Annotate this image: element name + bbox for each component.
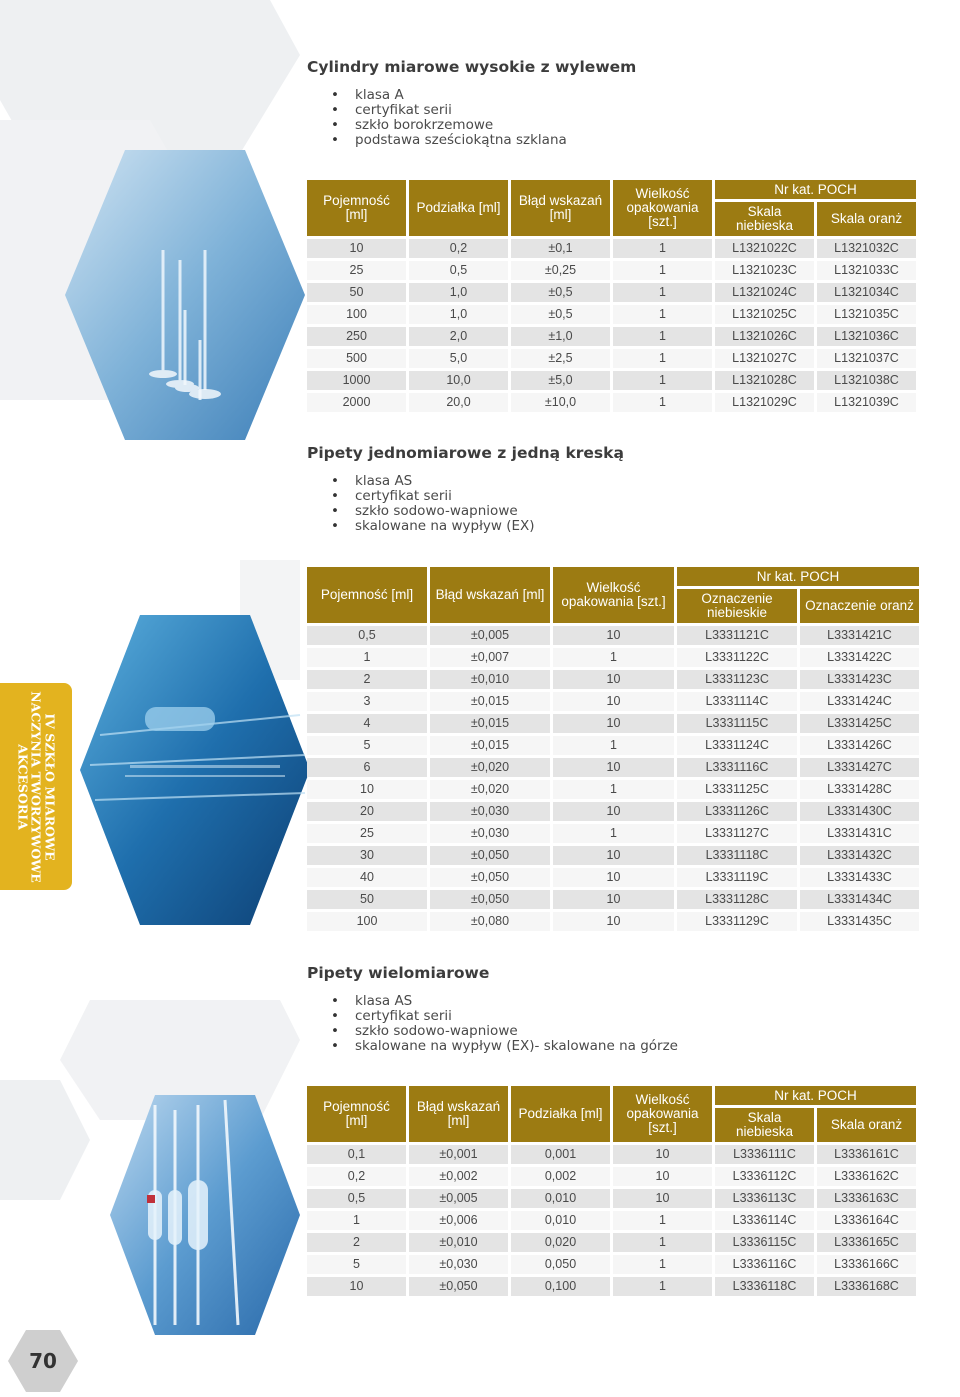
table-cell: L1321038C bbox=[817, 371, 916, 390]
table-row bbox=[307, 1277, 916, 1296]
feature-list bbox=[307, 994, 919, 1054]
table-cell: 1 bbox=[613, 349, 712, 368]
feature-item: • skalowane na wypływ (EX)- skalowane na górze bbox=[307, 1039, 919, 1054]
table-row bbox=[307, 393, 916, 412]
header-catalog-number: Nr kat. POCH bbox=[715, 180, 916, 199]
table-cell: 10 bbox=[553, 626, 674, 645]
table-row bbox=[307, 283, 916, 302]
section-volumetric-pipettes bbox=[307, 444, 919, 534]
table-cell: L3336163C bbox=[817, 1189, 916, 1208]
table-row bbox=[307, 1255, 916, 1274]
table-cell: 1 bbox=[553, 648, 674, 667]
table-cell: L3336161C bbox=[817, 1145, 916, 1164]
table-cell: ±0,005 bbox=[409, 1189, 508, 1208]
feature-item: • klasa AS bbox=[307, 474, 919, 489]
table-cell: L3331421C bbox=[800, 626, 919, 645]
table-cell: 500 bbox=[307, 349, 406, 368]
table-cell: 5 bbox=[307, 1255, 406, 1274]
table-cell: 2 bbox=[307, 1233, 406, 1252]
table-cell: L3331123C bbox=[677, 670, 797, 689]
feature-list bbox=[307, 88, 919, 148]
table-cell: 4 bbox=[307, 714, 427, 733]
table-cell: 10 bbox=[553, 714, 674, 733]
table-cell: ±2,5 bbox=[511, 349, 610, 368]
table-cell: L3331431C bbox=[800, 824, 919, 843]
table-cell: 10 bbox=[307, 239, 406, 258]
table-cell: ±0,007 bbox=[430, 648, 550, 667]
header-graduation: Podziałka [ml] bbox=[409, 180, 508, 236]
table-row bbox=[307, 1189, 916, 1208]
table-cell: L3331423C bbox=[800, 670, 919, 689]
table-cell: L3336113C bbox=[715, 1189, 814, 1208]
table-cell: L1321036C bbox=[817, 327, 916, 346]
table-cell: 0,2 bbox=[409, 239, 508, 258]
table-cell: ±1,0 bbox=[511, 327, 610, 346]
table-cell: ±0,002 bbox=[409, 1167, 508, 1186]
table-cell: ±0,015 bbox=[430, 714, 550, 733]
table-cell: 0,2 bbox=[307, 1167, 406, 1186]
table-cell: ±0,050 bbox=[430, 868, 550, 887]
table-cell: L3331433C bbox=[800, 868, 919, 887]
cylinders-table bbox=[304, 177, 919, 415]
table-cell: L3336162C bbox=[817, 1167, 916, 1186]
table-cell: 10 bbox=[613, 1167, 712, 1186]
table-row bbox=[307, 758, 919, 777]
table-row bbox=[307, 1145, 916, 1164]
table-cell: L3331432C bbox=[800, 846, 919, 865]
table-cell: ±0,050 bbox=[430, 890, 550, 909]
table-cell: 100 bbox=[307, 305, 406, 324]
side-tab-line-2: NACZYNIA TWORZYWOWE bbox=[28, 690, 44, 883]
table-cell: 0,001 bbox=[511, 1145, 610, 1164]
table-cell: L1321035C bbox=[817, 305, 916, 324]
table-cell: 1,0 bbox=[409, 283, 508, 302]
table-row bbox=[307, 626, 919, 645]
table-cell: L3331114C bbox=[677, 692, 797, 711]
header-capacity: Pojemność [ml] bbox=[307, 567, 427, 623]
header-pack-size: Wielkość opakowania [szt.] bbox=[613, 1086, 712, 1142]
table-cell: ±10,0 bbox=[511, 393, 610, 412]
volumetric-pipettes-table bbox=[304, 564, 922, 934]
table-row bbox=[307, 1233, 916, 1252]
table-cell: L3331430C bbox=[800, 802, 919, 821]
table-cell: L3331125C bbox=[677, 780, 797, 799]
table-cell: L3336112C bbox=[715, 1167, 814, 1186]
table-row bbox=[307, 824, 919, 843]
table-cell: L1321025C bbox=[715, 305, 814, 324]
table-cell: ±0,010 bbox=[409, 1233, 508, 1252]
table-row bbox=[307, 261, 916, 280]
table-row bbox=[307, 1211, 916, 1230]
table-cell: L1321028C bbox=[715, 371, 814, 390]
header-mark-orange: Oznaczenie oranż bbox=[800, 589, 919, 623]
table-cell: 0,010 bbox=[511, 1211, 610, 1230]
table-cell: 3 bbox=[307, 692, 427, 711]
table-row bbox=[307, 1167, 916, 1186]
table-cell: 1 bbox=[613, 239, 712, 258]
table-cell: L3331427C bbox=[800, 758, 919, 777]
table-cell: 1 bbox=[613, 1211, 712, 1230]
table-cell: L1321026C bbox=[715, 327, 814, 346]
header-error: Błąd wskazań [ml] bbox=[409, 1086, 508, 1142]
table-cell: 1,0 bbox=[409, 305, 508, 324]
table-cell: 2 bbox=[307, 670, 427, 689]
table-cell: 0,1 bbox=[307, 1145, 406, 1164]
table-cell: L3336166C bbox=[817, 1255, 916, 1274]
table-cell: L1321034C bbox=[817, 283, 916, 302]
table-cell: 25 bbox=[307, 261, 406, 280]
table-cell: 1 bbox=[553, 780, 674, 799]
table-cell: 20 bbox=[307, 802, 427, 821]
feature-item: • certyfikat serii bbox=[307, 489, 919, 504]
table-cell: 0,5 bbox=[307, 1189, 406, 1208]
table-cell: 10 bbox=[553, 670, 674, 689]
feature-item: • klasa AS bbox=[307, 994, 919, 1009]
header-error: Błąd wskazań [ml] bbox=[430, 567, 550, 623]
table-cell: 30 bbox=[307, 846, 427, 865]
feature-item: • certyfikat serii bbox=[307, 103, 919, 118]
table-cell: L3331435C bbox=[800, 912, 919, 931]
table-cell: 2000 bbox=[307, 393, 406, 412]
table-cell: L3331118C bbox=[677, 846, 797, 865]
table-row bbox=[307, 802, 919, 821]
table-cell: L3336111C bbox=[715, 1145, 814, 1164]
page-number-badge bbox=[8, 1330, 78, 1392]
table-cell: ±0,5 bbox=[511, 305, 610, 324]
header-mark-blue: Oznaczenie niebieskie bbox=[677, 589, 797, 623]
table-cell: L1321027C bbox=[715, 349, 814, 368]
table-row bbox=[307, 349, 916, 368]
table-cell: L3336114C bbox=[715, 1211, 814, 1230]
table-cell: 10 bbox=[307, 1277, 406, 1296]
table-body bbox=[307, 1145, 916, 1296]
table-cell: 1 bbox=[613, 327, 712, 346]
table-cell: ±0,030 bbox=[409, 1255, 508, 1274]
table-cell: L1321022C bbox=[715, 239, 814, 258]
header-catalog-number: Nr kat. POCH bbox=[715, 1086, 916, 1105]
table-cell: 0,002 bbox=[511, 1167, 610, 1186]
header-capacity: Pojemność [ml] bbox=[307, 1086, 406, 1142]
table-cell: ±0,030 bbox=[430, 824, 550, 843]
table-cell: ±0,015 bbox=[430, 736, 550, 755]
header-graduation: Podziałka [ml] bbox=[511, 1086, 610, 1142]
table-cell: 10 bbox=[553, 692, 674, 711]
table-cell: L1321029C bbox=[715, 393, 814, 412]
table-cell: 1000 bbox=[307, 371, 406, 390]
table-cell: ±0,020 bbox=[430, 780, 550, 799]
table-row bbox=[307, 371, 916, 390]
header-capacity: Pojemność [ml] bbox=[307, 180, 406, 236]
table-cell: ±5,0 bbox=[511, 371, 610, 390]
table-cell: L3331422C bbox=[800, 648, 919, 667]
table-cell: 10 bbox=[553, 802, 674, 821]
feature-list bbox=[307, 474, 919, 534]
table-row bbox=[307, 692, 919, 711]
table-cell: L1321039C bbox=[817, 393, 916, 412]
table-cell: 1 bbox=[613, 1277, 712, 1296]
table-cell: L3331426C bbox=[800, 736, 919, 755]
table-cell: 1 bbox=[553, 824, 674, 843]
table-cell: L3331115C bbox=[677, 714, 797, 733]
table-cell: 10 bbox=[553, 868, 674, 887]
feature-item: • szkło sodowo-wapniowe bbox=[307, 1024, 919, 1039]
table-cell: 1 bbox=[613, 1255, 712, 1274]
table-cell: L3331428C bbox=[800, 780, 919, 799]
table-cell: 10 bbox=[307, 780, 427, 799]
table-cell: L1321032C bbox=[817, 239, 916, 258]
table-cell: ±0,006 bbox=[409, 1211, 508, 1230]
table-row bbox=[307, 714, 919, 733]
table-row bbox=[307, 868, 919, 887]
table-cell: 1 bbox=[613, 305, 712, 324]
table-cell: 0,5 bbox=[307, 626, 427, 645]
section-title: Pipety wielomiarowe bbox=[307, 964, 490, 982]
table-cell: L3331121C bbox=[677, 626, 797, 645]
feature-item: • certyfikat serii bbox=[307, 1009, 919, 1024]
table-cell: 10 bbox=[553, 890, 674, 909]
table-cell: ±0,25 bbox=[511, 261, 610, 280]
table-row bbox=[307, 305, 916, 324]
table-cell: L3331425C bbox=[800, 714, 919, 733]
table-row bbox=[307, 780, 919, 799]
table-cell: 1 bbox=[307, 648, 427, 667]
section-graduated-pipettes bbox=[307, 964, 919, 1054]
side-tab-line-1: IV SZKŁO MIAROWE bbox=[42, 712, 58, 861]
table-cell: 1 bbox=[307, 1211, 406, 1230]
table-body bbox=[307, 239, 916, 412]
table-body bbox=[307, 626, 919, 931]
section-title: Cylindry miarowe wysokie z wylewem bbox=[307, 58, 637, 76]
table-cell: 1 bbox=[613, 1233, 712, 1252]
table-cell: ±0,080 bbox=[430, 912, 550, 931]
table-cell: 20,0 bbox=[409, 393, 508, 412]
table-cell: 100 bbox=[307, 912, 427, 931]
table-cell: 0,5 bbox=[409, 261, 508, 280]
graduated-pipettes-photo bbox=[100, 1095, 300, 1335]
graduated-pipettes-table bbox=[304, 1083, 919, 1299]
table-cell: ±0,005 bbox=[430, 626, 550, 645]
table-cell: 1 bbox=[613, 371, 712, 390]
table-cell: 6 bbox=[307, 758, 427, 777]
table-cell: ±0,1 bbox=[511, 239, 610, 258]
table-cell: L1321024C bbox=[715, 283, 814, 302]
table-cell: 0,020 bbox=[511, 1233, 610, 1252]
table-row bbox=[307, 846, 919, 865]
table-cell: L3331116C bbox=[677, 758, 797, 777]
table-cell: 0,100 bbox=[511, 1277, 610, 1296]
table-cell: L3331127C bbox=[677, 824, 797, 843]
table-row bbox=[307, 648, 919, 667]
table-cell: 10 bbox=[553, 846, 674, 865]
table-cell: 10 bbox=[553, 758, 674, 777]
table-cell: 1 bbox=[613, 261, 712, 280]
table-cell: 1 bbox=[613, 283, 712, 302]
table-cell: L3336118C bbox=[715, 1277, 814, 1296]
table-cell: L3331129C bbox=[677, 912, 797, 931]
feature-item: • podstawa sześciokątna szklana bbox=[307, 133, 919, 148]
table-cell: L1321023C bbox=[715, 261, 814, 280]
table-cell: L3331424C bbox=[800, 692, 919, 711]
feature-item: • skalowane na wypływ (EX) bbox=[307, 519, 919, 534]
table-cell: L3336164C bbox=[817, 1211, 916, 1230]
header-scale-blue: Skala niebieska bbox=[715, 1108, 814, 1142]
table-cell: 0,050 bbox=[511, 1255, 610, 1274]
table-cell: 1 bbox=[553, 736, 674, 755]
table-row bbox=[307, 239, 916, 258]
table-cell: L3331119C bbox=[677, 868, 797, 887]
table-row bbox=[307, 912, 919, 931]
header-error: Błąd wskazań [ml] bbox=[511, 180, 610, 236]
feature-item: • szkło borokrzemowe bbox=[307, 118, 919, 133]
table-cell: ±0,020 bbox=[430, 758, 550, 777]
header-scale-blue: Skala niebieska bbox=[715, 202, 814, 236]
table-cell: L3336165C bbox=[817, 1233, 916, 1252]
table-row bbox=[307, 736, 919, 755]
volumetric-pipettes-photo bbox=[70, 615, 310, 925]
table-cell: L3331122C bbox=[677, 648, 797, 667]
side-tab-line-3: AKCESORIA bbox=[15, 743, 31, 830]
table-cell: 50 bbox=[307, 283, 406, 302]
table-cell: ±0,030 bbox=[430, 802, 550, 821]
graduated-cylinders-photo bbox=[55, 150, 305, 440]
table-cell: ±0,010 bbox=[430, 670, 550, 689]
table-cell: ±0,015 bbox=[430, 692, 550, 711]
header-catalog-number: Nr kat. POCH bbox=[677, 567, 919, 586]
table-cell: L1321033C bbox=[817, 261, 916, 280]
table-cell: 1 bbox=[613, 393, 712, 412]
header-scale-orange: Skala oranż bbox=[817, 202, 916, 236]
section-measuring-cylinders bbox=[307, 58, 919, 148]
table-cell: L3336115C bbox=[715, 1233, 814, 1252]
table-cell: L3331126C bbox=[677, 802, 797, 821]
table-cell: ±0,050 bbox=[409, 1277, 508, 1296]
table-cell: 10,0 bbox=[409, 371, 508, 390]
table-cell: L3336168C bbox=[817, 1277, 916, 1296]
table-cell: 0,010 bbox=[511, 1189, 610, 1208]
table-cell: 5,0 bbox=[409, 349, 508, 368]
table-cell: 10 bbox=[613, 1189, 712, 1208]
header-scale-orange: Skala oranż bbox=[817, 1108, 916, 1142]
header-pack-size: Wielkość opakowania [szt.] bbox=[553, 567, 674, 623]
header-pack-size: Wielkość opakowania [szt.] bbox=[613, 180, 712, 236]
page-number: 70 bbox=[29, 1349, 57, 1373]
table-cell: 50 bbox=[307, 890, 427, 909]
table-row bbox=[307, 327, 916, 346]
table-row bbox=[307, 670, 919, 689]
table-cell: ±0,050 bbox=[430, 846, 550, 865]
table-cell: ±0,5 bbox=[511, 283, 610, 302]
table-cell: L3331434C bbox=[800, 890, 919, 909]
feature-item: • klasa A bbox=[307, 88, 919, 103]
table-cell: L3336116C bbox=[715, 1255, 814, 1274]
table-cell: 2,0 bbox=[409, 327, 508, 346]
table-cell: 40 bbox=[307, 868, 427, 887]
table-cell: 10 bbox=[613, 1145, 712, 1164]
feature-item: • szkło sodowo-wapniowe bbox=[307, 504, 919, 519]
table-cell: ±0,001 bbox=[409, 1145, 508, 1164]
table-cell: 250 bbox=[307, 327, 406, 346]
table-cell: L3331124C bbox=[677, 736, 797, 755]
table-cell: 25 bbox=[307, 824, 427, 843]
table-cell: 5 bbox=[307, 736, 427, 755]
table-row bbox=[307, 890, 919, 909]
table-cell: 10 bbox=[553, 912, 674, 931]
table-cell: L3331128C bbox=[677, 890, 797, 909]
chapter-side-tab bbox=[0, 683, 72, 890]
section-title: Pipety jednomiarowe z jedną kreską bbox=[307, 444, 624, 462]
table-cell: L1321037C bbox=[817, 349, 916, 368]
